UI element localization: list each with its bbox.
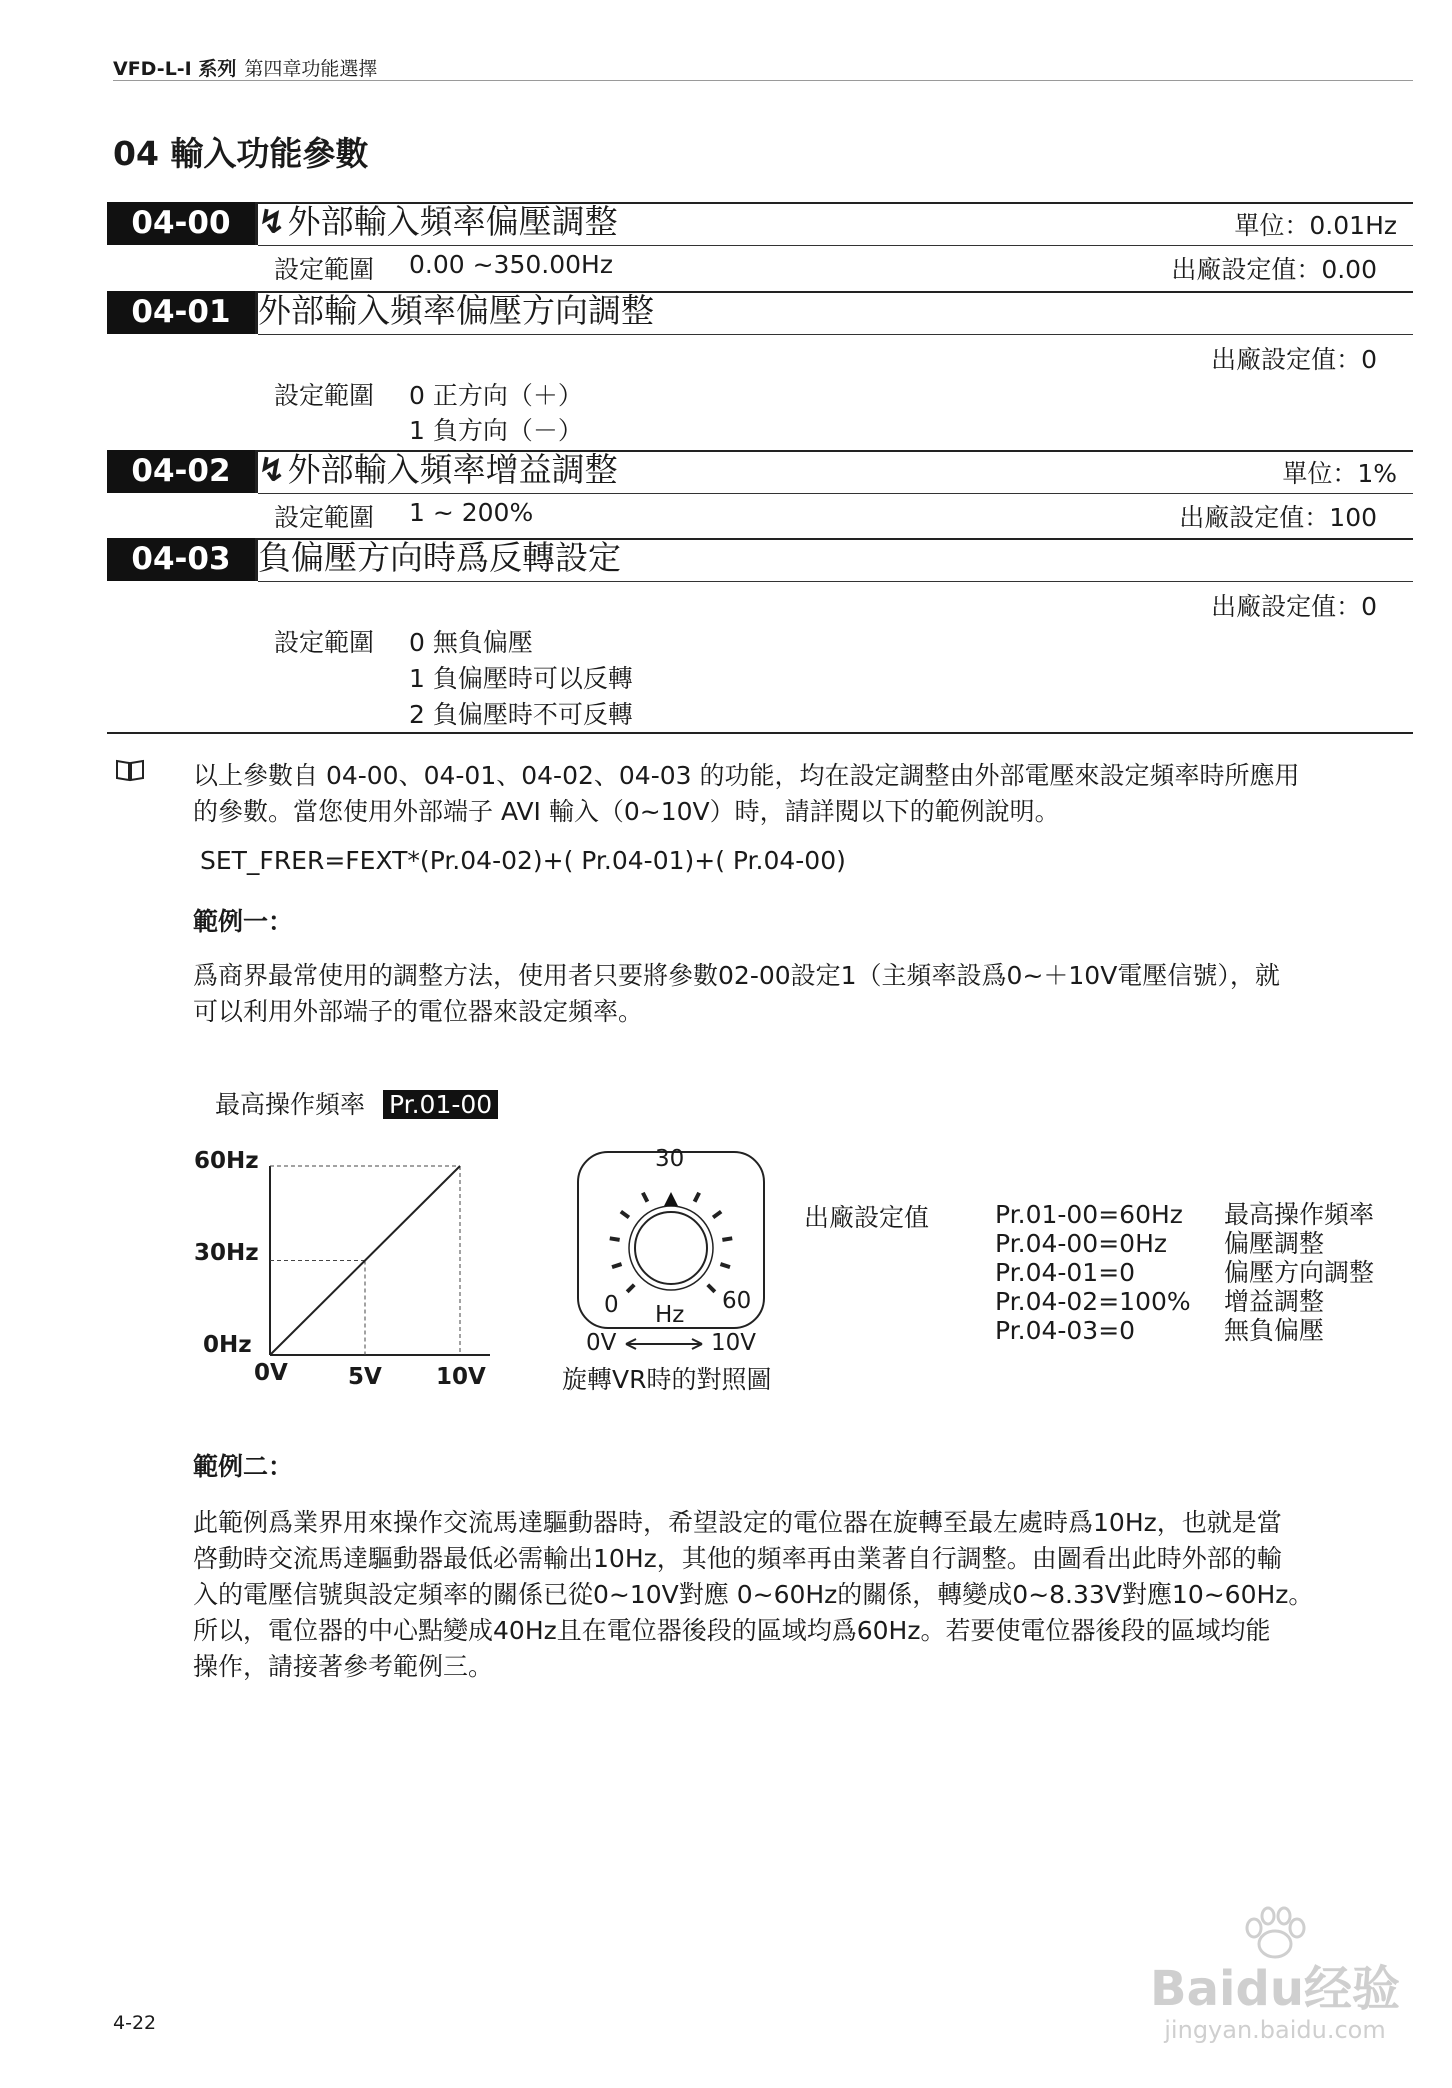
- param-04-00: [107, 202, 1413, 285]
- range-label: 設定範圍: [274, 628, 375, 657]
- param-unit: 單位：1%: [1282, 459, 1397, 488]
- bolt-icon: ↯: [258, 450, 286, 489]
- example2-line: 所以，電位器的中心點變成40Hz且在電位器後段的區域均爲60Hz。若要使電位器後段的區域均能: [193, 1616, 1271, 1645]
- param-unit: 單位：0.01Hz: [1234, 211, 1397, 240]
- factory-default: 出廠設定值：100: [1179, 503, 1377, 532]
- setting-desc: 增益調整: [1224, 1287, 1325, 1316]
- setting-param: Pr.04-02=100%: [995, 1287, 1191, 1316]
- dial-tick: [720, 1264, 730, 1267]
- example1-line: 爲商界最常使用的調整方法，使用者只要將參數02-00設定1（主頻率設爲0~＋10V電壓信號），就: [193, 961, 1280, 990]
- dial-tick: [722, 1238, 732, 1240]
- setting-desc: 最高操作頻率: [1224, 1200, 1375, 1229]
- range-value: 1 ~ 200%: [409, 498, 534, 527]
- param-04-01: [107, 291, 1413, 451]
- settings-params: [995, 1200, 1191, 1345]
- header-rule: [113, 80, 1413, 81]
- settings-descriptions: [1224, 1200, 1374, 1345]
- section-title: 04 輸入功能參數: [113, 134, 369, 173]
- setting-param: Pr.04-00=0Hz: [995, 1229, 1167, 1258]
- setting-param: Pr.04-01=0: [995, 1258, 1136, 1287]
- range-option: 0 無負偏壓: [409, 628, 533, 657]
- y-tick-label: 0Hz: [203, 1332, 252, 1358]
- watermark-url: jingyan.baidu.com: [1164, 2016, 1386, 2044]
- dial-left-label: 0: [604, 1292, 619, 1318]
- example2-line: 入的電壓信號與設定頻率的關係已從0~10V對應 0~60Hz的關係，轉變成0~8.33V對應10~60Hz。: [193, 1580, 1314, 1609]
- freq-voltage-chart: [190, 1148, 510, 1398]
- dial-tick: [612, 1264, 622, 1267]
- setting-param: Pr.01-00=60Hz: [995, 1200, 1183, 1229]
- setting-desc: 無負偏壓: [1224, 1316, 1325, 1345]
- param-04-03: [107, 538, 1413, 738]
- param-name: 外部輸入頻率增益調整: [287, 450, 618, 489]
- chapter-name: 第四章功能選擇: [244, 58, 378, 80]
- paw-icon: [1240, 1906, 1310, 1962]
- dial-tick: [695, 1193, 700, 1202]
- range-option: 0 正方向（＋）: [409, 381, 583, 410]
- watermark-brand: Baidu经验: [1150, 1961, 1400, 2017]
- param-code: 04-02: [107, 450, 255, 493]
- param-code: 04-01: [107, 291, 255, 334]
- range-value: 0.00 ~350.00Hz: [409, 250, 613, 279]
- max-freq-param: Pr.01-00: [383, 1090, 498, 1119]
- dial-tick: [621, 1212, 629, 1218]
- running-header: [113, 54, 377, 81]
- param-name: 外部輸入頻率偏壓方向調整: [258, 291, 654, 330]
- setting-desc: 偏壓調整: [1224, 1229, 1325, 1258]
- param-04-02: [107, 450, 1413, 538]
- param-code: 04-03: [107, 538, 255, 581]
- param-name: 外部輸入頻率偏壓調整: [287, 202, 618, 241]
- dial-top-label: 30: [655, 1146, 685, 1172]
- dial-unit: Hz: [655, 1302, 685, 1328]
- bolt-icon: ↯: [258, 202, 286, 241]
- max-freq-label: 最高操作頻率 Pr.01-00: [215, 1085, 498, 1121]
- range-option: 1 負偏壓時可以反轉: [409, 664, 633, 693]
- example1-line: 可以利用外部端子的電位器來設定頻率。: [193, 997, 644, 1026]
- formula: SET_FRER=FEXT*(Pr.04-02)+( Pr.04-01)+( Pr.04-00): [200, 846, 846, 875]
- x-tick-label: 10V: [436, 1364, 486, 1390]
- dial-tick: [610, 1238, 620, 1240]
- x-tick-label: 5V: [348, 1364, 382, 1390]
- dial-tick: [708, 1285, 715, 1292]
- factory-default: 出廠設定值：0.00: [1171, 255, 1377, 284]
- page-number: 4-22: [113, 2012, 157, 2034]
- range-option: 1 負方向（－）: [409, 416, 583, 445]
- factory-settings-title: 出廠設定值: [804, 1203, 930, 1232]
- param-name: 負偏壓方向時爲反轉設定: [258, 538, 621, 577]
- dial-tick: [627, 1285, 634, 1292]
- series-name: VFD-L-I 系列: [113, 58, 237, 80]
- dial-pointer-icon: [664, 1192, 678, 1206]
- watermark: [1150, 1906, 1400, 2044]
- example2-line: 操作，請接著參考範例三。: [193, 1652, 494, 1681]
- y-tick-label: 30Hz: [194, 1240, 259, 1266]
- dial-caption: 旋轉VR時的對照圖: [562, 1365, 772, 1394]
- factory-default: 出廠設定值：0: [1211, 592, 1377, 621]
- x-tick-label: 0V: [254, 1360, 288, 1386]
- example2-line: 啓動時交流馬達驅動器最低必需輸出10Hz，其他的頻率再由業著自行調整。由圖看出此時外部的輸: [193, 1544, 1282, 1573]
- example1-title: 範例一：: [193, 907, 294, 936]
- dial-right-label: 60: [722, 1288, 752, 1314]
- double-arrow-icon: [624, 1337, 704, 1351]
- range-label: 設定範圍: [274, 381, 375, 410]
- dial-range: 0V 10V: [586, 1330, 757, 1356]
- range-option: 2 負偏壓時不可反轉: [409, 700, 633, 729]
- setting-param: Pr.04-03=0: [995, 1316, 1136, 1345]
- dial-ticks: [610, 1193, 732, 1292]
- range-label: 設定範圍: [274, 255, 375, 284]
- example2-title: 範例二：: [193, 1452, 294, 1481]
- param-code: 04-00: [107, 202, 255, 245]
- dial-knob: [635, 1212, 707, 1284]
- factory-default: 出廠設定值：0: [1211, 345, 1377, 374]
- range-label: 設定範圍: [274, 503, 375, 532]
- y-tick-label: 60Hz: [194, 1148, 259, 1174]
- example2-line: 此範例爲業界用來操作交流馬達驅動器時，希望設定的電位器在旋轉至最左處時爲10Hz，也就是當: [193, 1508, 1282, 1537]
- note-line: 的參數。當您使用外部端子 AVI 輸入（0~10V）時，請詳閱以下的範例說明。: [193, 797, 1060, 826]
- book-icon: [115, 758, 145, 782]
- note-line: 以上參數自 04-00、04-01、04-02、04-03 的功能，均在設定調整由外部電壓來設定頻率時所應用: [193, 761, 1300, 790]
- dial-tick: [643, 1193, 648, 1202]
- setting-desc: 偏壓方向調整: [1224, 1258, 1375, 1287]
- dial-tick: [713, 1212, 721, 1218]
